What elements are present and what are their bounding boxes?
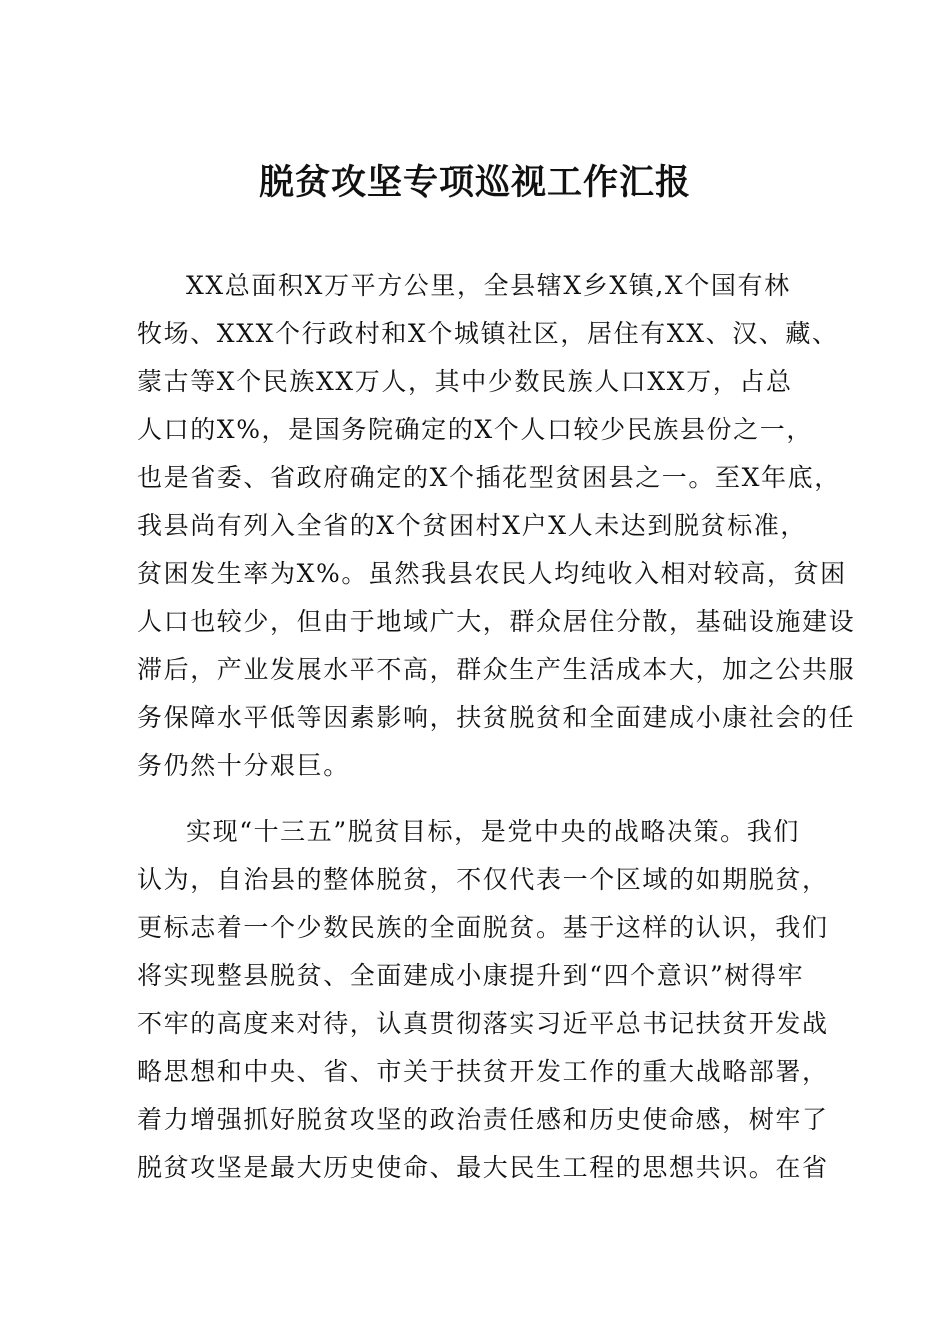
document-title: 脱贫攻坚专项巡视工作汇报 (258, 162, 691, 203)
paragraph-2-line-3: 更标志着一个少数民族的全面脱贫。基于这样的认识，我们 (137, 913, 829, 942)
paragraph-1-line-8: 人口也较少，但由于地域广大，群众居住分散，基础设施建设 (137, 607, 856, 636)
paragraph-2-line-7: 着力增强抓好脱贫攻坚的政治责任感和历史使命感，树牢了 (137, 1105, 829, 1134)
paragraph-2-line-2: 认为，自治县的整体脱贫，不仅代表一个区域的如期脱贫， (137, 865, 829, 894)
paragraph-1-line-3: 蒙古等X个民族XX万人，其中少数民族人口XX万，占总 (137, 367, 793, 396)
paragraph-1-line-5: 也是省委、省政府确定的X个插花型贫困县之一。至X年底， (137, 463, 841, 492)
paragraph-1-line-4: 人口的X%，是国务院确定的X个人口较少民族县份之一， (137, 415, 813, 444)
paragraph-2-line-8: 脱贫攻坚是最大历史使命、最大民生工程的思想共识。在省 (137, 1153, 829, 1182)
paragraph-2-line-6: 略思想和中央、省、市关于扶贫开发工作的重大战略部署， (137, 1057, 829, 1086)
paragraph-2-line-5: 不牢的高度来对待，认真贯彻落实习近平总书记扶贫开发战 (137, 1009, 829, 1038)
paragraph-1-line-1: XX总面积X万平方公里，全县辖X乡X镇,X个国有林 (186, 271, 791, 300)
paragraph-2-line-4: 将实现整县脱贫、全面建成小康提升到“四个意识”树得牢 (137, 961, 805, 990)
paragraph-1-line-10: 务保障水平低等因素影响，扶贫脱贫和全面建成小康社会的任 (137, 703, 856, 732)
paragraph-1-line-11: 务仍然十分艰巨。 (137, 751, 350, 780)
paragraph-1-line-9: 滞后，产业发展水平不高，群众生产生活成本大，加之公共服 (137, 655, 856, 684)
paragraph-1-line-6: 我县尚有列入全省的X个贫困村X户X人未达到脱贫标准， (137, 511, 807, 540)
paragraph-1-line-2: 牧场、XXX个行政村和X个城镇社区，居住有XX、汉、藏、 (137, 319, 839, 348)
paragraph-1-line-7: 贫困发生率为X%。虽然我县农民人均纯收入相对较高，贫困 (137, 559, 847, 588)
paragraph-2-line-1: 实现“十三五”脱贫目标，是党中央的战略决策。我们 (186, 817, 800, 846)
